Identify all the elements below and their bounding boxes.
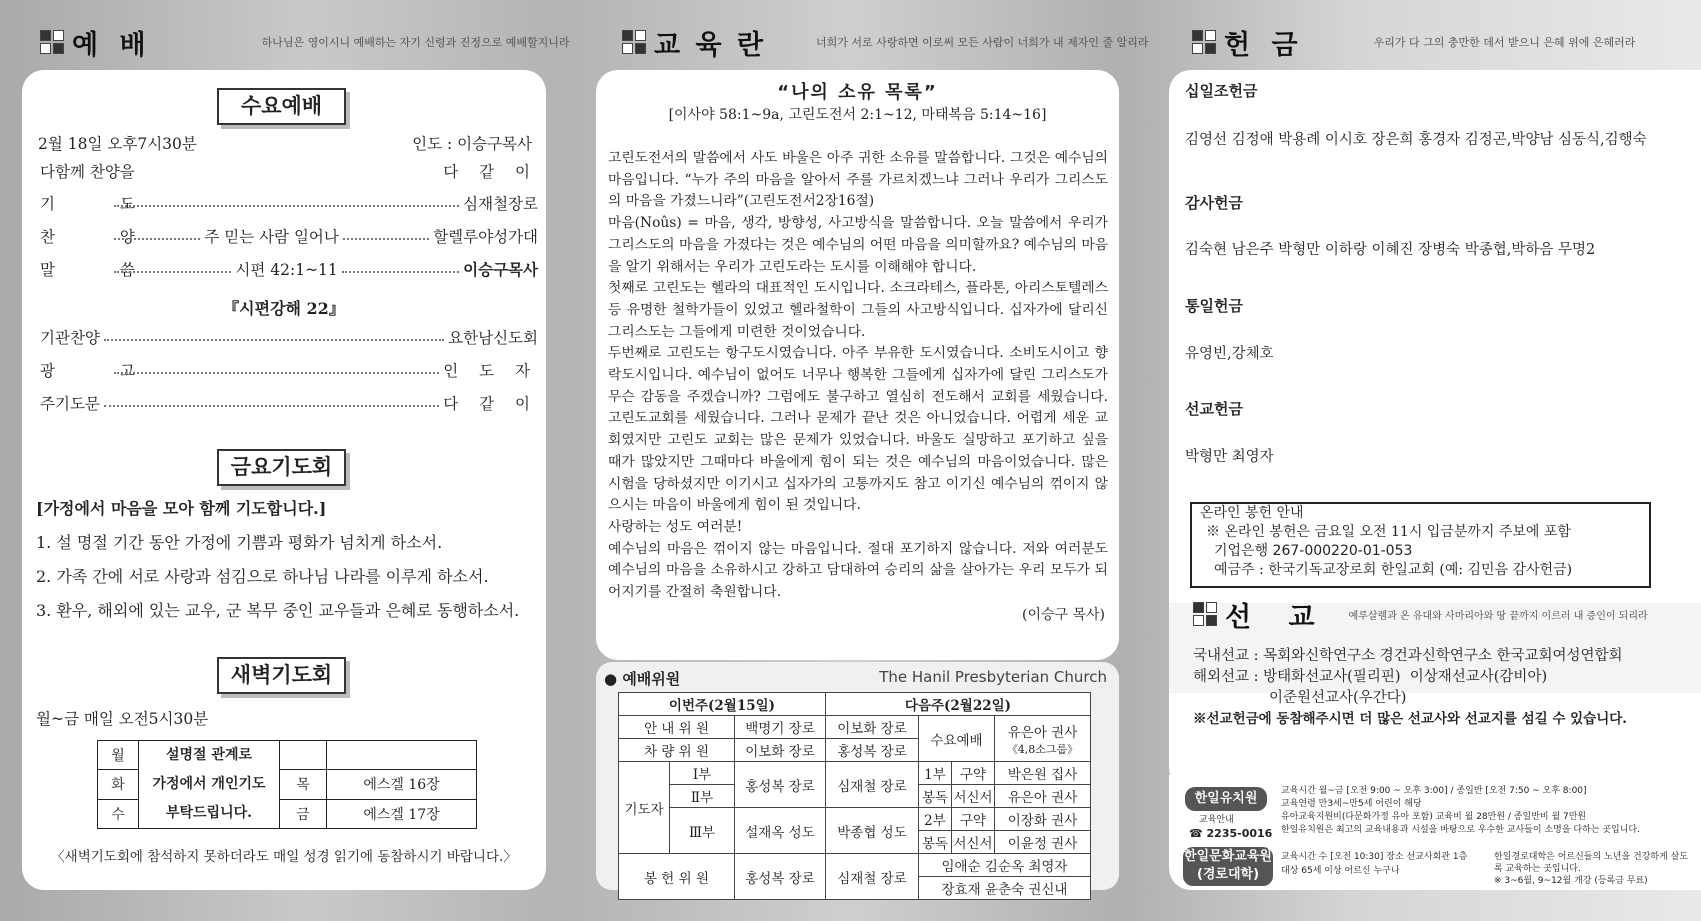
worship-subtitle: 하나님은 영이시니 예배하는 자기 신령과 진정으로 예배할지니라 <box>261 36 570 49</box>
order-label: 기관찬양 <box>40 329 100 347</box>
sermon-body <box>608 148 1108 604</box>
dawn-notice: 설명절 관계로 가정에서 개인기도 부탁드립니다. <box>139 741 280 829</box>
worship-header <box>40 22 569 62</box>
offering-group-title: 십일조헌금 <box>1185 82 1258 100</box>
education-panel <box>596 70 1119 660</box>
senior-badge: 한일문화교육원 (경로대학) <box>1183 847 1273 886</box>
offering-group-names: 김숙현 남은주 박형만 이하랑 이혜진 장병숙 박종협,박하음 무명2 <box>1185 242 1596 258</box>
mission-overseas: 해외선교 : 방태화선교사(필리핀) 이상재선교사(감비아) <box>1193 669 1548 685</box>
order-row-announce <box>40 359 538 383</box>
order-label: 말 씀 <box>40 261 165 279</box>
offering-group-names: 유영빈,강체호 <box>1185 346 1274 362</box>
order-row-hymn <box>40 225 538 249</box>
offering-subtitle: 우리가 다 그의 충만한 데서 받으니 은혜 위에 은혜러라 <box>1373 36 1636 49</box>
education-heading: 교 육 란 <box>654 29 767 61</box>
dawn-reading: 에스겔 17장 <box>327 799 477 828</box>
dawn-day <box>280 741 327 770</box>
order-row-prayer <box>40 192 538 216</box>
order-value: 인 도 자 <box>443 362 538 380</box>
dawn-title: 새벽기도회 <box>217 657 346 694</box>
kindergarten-info: 교육연령 만3세~만5세 어린이 해당 <box>1281 799 1422 809</box>
mission-heading: 선 교 <box>1225 601 1329 633</box>
mission-header <box>1193 594 1648 634</box>
sermon-paragraph: 사랑하는 성도 여러분! <box>608 518 743 535</box>
worship-panel <box>22 70 546 890</box>
dawn-reading: 에스겔 16장 <box>327 770 477 799</box>
education-header <box>622 22 1149 62</box>
grid-square-icon <box>1193 602 1217 626</box>
senior-info: 대상 65세 이상 어르신 누구나 <box>1281 866 1400 876</box>
sermon-author: (이승구 목사) <box>1022 607 1105 623</box>
order-row-praise <box>40 160 538 184</box>
offering-group-names: 김영선 김정애 박용례 이시호 장은희 홍경자 김정곤,박양남 심동식,김행숙 <box>1185 132 1647 148</box>
order-row-sermon <box>40 258 538 282</box>
committee-table: 이번주(2월15일) 다음주(2월22일) 안 내 위 원 백명기 장로 이보화 장로 수요예배 유은아 권사 《4,8소그룹》 차 량 위 원 이보화 장로 홍성복 장로 기도자 Ⅰ부 홍성복 장로 심재철 장로 1부 구약 박은원 집사 Ⅱ부 봉독 서신서 유은아 권사 Ⅲ부 설재옥 성도 박종협 성도 2부 구약 이장화 권사 봉독 서신서 이윤정 권사 봉 헌 위 원 홍성복 장로 심재철 장로 임애순 김순옥 최영자 장효재 윤춘숙 권신내 <box>618 692 1091 900</box>
order-label: 주기도문 <box>40 395 100 413</box>
kindergarten-info: 교육시간 월~금 [오전 9:00 ~ 오후 3:00] / 종일반 [오전 7:50 ~ 오후 8:00] <box>1281 786 1587 796</box>
order-label: 광 고 <box>40 362 165 380</box>
wednesday-title: 수요예배 <box>217 88 346 125</box>
friday-intro: [가정에서 마음을 모아 함께 기도합니다.] <box>36 499 327 518</box>
dawn-schedule-table <box>97 740 477 829</box>
offering-heading: 헌 금 <box>1224 29 1304 61</box>
wednesday-leader: 인도 : 이승구목사 <box>412 135 532 153</box>
dawn-day: 금 <box>280 799 327 828</box>
kindergarten-info: 유아교육지원비(다문화가정 유아 포함) 교육비 월 28만원 / 종일반비 월 7만원 <box>1281 812 1587 822</box>
church-name: The Hanil Presbyterian Church <box>879 668 1107 686</box>
online-offering-box <box>1190 502 1651 588</box>
institutions-panel <box>1169 775 1701 890</box>
offering-group-title: 선교헌금 <box>1185 400 1243 418</box>
dawn-day: 월 <box>98 741 139 770</box>
mission-domestic: 국내선교 : 목회와신학연구소 경건과신학연구소 한국교회여성연합회 <box>1193 648 1623 664</box>
offering-group-title: 통일헌금 <box>1185 297 1243 315</box>
order-value: 다 같 이 <box>443 163 538 181</box>
mission-overseas-2: 이준원선교사(우간다) <box>1269 690 1407 706</box>
committee-panel <box>596 662 1119 898</box>
sermon-paragraph: 고린도전서의 말씀에서 사도 바울은 아주 귀한 소유를 말씀합니다. 그것은 예수님의 마음입니다. “누가 주의 마음을 알아서 주를 가르치겠느냐 그러나 우리가 그리스도의 마음을 가졌느니라”(고린도전서2장16절) <box>608 150 1108 210</box>
dawn-day: 수 <box>98 799 139 828</box>
order-value: 요한남신도회 <box>448 329 538 347</box>
sermon-title: “나의 소유 목록” <box>777 82 938 103</box>
kindergarten-badge: 한일유치원 <box>1185 787 1267 811</box>
dawn-day: 화 <box>98 770 139 799</box>
order-value: 할렐루야성가대 <box>433 228 539 246</box>
offering-group-title: 감사헌금 <box>1185 194 1243 212</box>
mission-subtitle: 예루살렘과 온 유대와 사마리아와 땅 끝까지 이르러 내 증인이 되리라 <box>1348 610 1648 622</box>
order-label: 찬 양 <box>40 228 165 246</box>
grid-square-icon <box>40 30 64 54</box>
worship-heading: 예 배 <box>72 29 152 61</box>
friday-title: 금요기도회 <box>217 449 346 486</box>
sermon-paragraph: 마음(Noûs) = 마음, 생각, 방향성, 사고방식을 말씀합니다. 오늘 말씀에서 우리가 그리스도의 마음을 가졌다는 것은 예수님의 어떤 마음을 의미할까요? 예수님의 마음을 알기 위해서는 우리가 고린도라는 도시를 이해해야 합니다. <box>608 215 1109 275</box>
dawn-time: 월~금 매일 오전5시30분 <box>36 710 209 728</box>
order-row-lordsprayer <box>40 392 538 416</box>
friday-item: 2. 가족 간에 서로 사랑과 섬김으로 하나님 나라를 이루게 하소서. <box>36 567 489 586</box>
grid-square-icon <box>1192 30 1216 54</box>
sermon-paragraph: 첫째로 고린도는 헬라의 대표적인 도시입니다. 소크라테스, 플라톤, 아리스토텔레스 등 유명한 철학가들이 있었고 헬라철학이 그들의 사고방식입니다. 십자가에 달리신 그리스도는 그들에게 미련한 것이었습니다. <box>608 280 1108 340</box>
order-value: 이승구목사 <box>463 260 539 279</box>
offering-group-names: 박형만 최영자 <box>1185 449 1274 465</box>
sermon-paragraph: 예수님의 마음은 꺾이지 않는 마음입니다. 절대 포기하지 않습니다. 저와 여러분도 예수님의 마음을 소유하시고 강하고 담대하여 승리의 삶을 살아가는 우리 모두가 되어지기를 간절히 축원합니다. <box>608 540 1108 601</box>
offering-panel <box>1169 70 1701 790</box>
order-label: 다함께 찬양을 <box>40 163 135 181</box>
dawn-day: 목 <box>280 770 327 799</box>
friday-item: 1. 설 명절 기간 동안 가정에 기쁨과 평화가 넘치게 하소서. <box>36 533 443 552</box>
offering-header <box>1192 22 1635 62</box>
senior-info: 교육시간 수 [오전 10:30] 장소 선교사회관 1층 <box>1281 852 1468 862</box>
online-title: 온라인 봉헌 안내 <box>1200 505 1304 521</box>
sermon-series: 『시편강해 22』 <box>223 299 345 318</box>
online-line: ※ 온라인 봉헌은 금요일 오전 11시 입금분까지 주보에 포함 <box>1206 524 1571 540</box>
senior-info: ※ 3~6월, 9~12월 개강 (등록금 무료) <box>1494 876 1648 886</box>
online-holder: 예금주 : 한국기독교장로회 한일교회 (예: 김민음 감사헌금) <box>1214 562 1573 578</box>
kindergarten-phone: ☎ 2235-0016 <box>1189 827 1273 840</box>
order-middle: 주 믿는 사람 일어나 <box>204 228 339 246</box>
wednesday-date: 2월 18일 오후7시30분 <box>38 135 197 153</box>
sermon-reference: [이사야 58:1~9a, 고린도전서 2:1~12, 마태복음 5:14~16] <box>668 107 1047 123</box>
grid-square-icon <box>622 30 646 54</box>
senior-info: 한일경로대학은 어르신들의 노년을 건강하게 살도록 교육하는 곳입니다. <box>1494 852 1689 874</box>
order-middle: 시편 42:1~11 <box>235 261 338 279</box>
order-value: 심재철장로 <box>463 195 538 213</box>
order-value: 다 같 이 <box>443 395 538 413</box>
friday-item: 3. 환우, 해외에 있는 교우, 군 복무 중인 교우들과 은혜로 동행하소서. <box>36 601 520 620</box>
kindergarten-info: 한일유치원은 최고의 교육내용과 시설을 바탕으로 우수한 교사들이 소명을 다하는 곳입니다. <box>1281 825 1640 835</box>
order-row-choir <box>40 326 538 350</box>
online-bank: 기업은행 267-000220-01-053 <box>1214 543 1413 559</box>
sermon-paragraph: 두번째로 고린도는 항구도시였습니다. 아주 부유한 도시였습니다. 소비도시이고 향락도시입니다. 예수님이 없어도 너무나 행복한 그들에게 십자가에 달린 그리스도가 무슨 감동을 주겠습니까? 그럼에도 불구하고 열심히 전도해서 교회를 세웠습니다. 고린도교회를 세웠습니다. 그러나 문제가 끝난 것은 아니었습니다. 어렵게 세운 교회였지만 고린도 교회는 많은 문제가 있었습니다. 바울도 실망하고 포기하고 싶을 때가 많았지만 그때마다 바울에게 힘이 되는 것은 예수님의 마음이었습니다. 많은 시험을 당하셨지만 이기시고 십자가의 고통까지도 참고 이기신 예수님의 꺾이지 않으시는 마음이 바울에게 힘이 된 것입니다. <box>608 345 1108 514</box>
mission-note: ※선교헌금에 동참해주시면 더 많은 선교사와 선교지를 섬길 수 있습니다. <box>1193 711 1627 727</box>
kindergarten-contact: 교육안내 <box>1199 815 1234 825</box>
dawn-note: 〈새벽기도회에 참석하지 못하더라도 매일 성경 읽기에 동참하시기 바랍니다.〉 <box>51 849 517 865</box>
education-subtitle: 너희가 서로 사랑하면 이로써 모든 사람이 너희가 내 제자인 줄 알리라 <box>816 36 1149 49</box>
order-label: 기 도 <box>40 195 165 213</box>
committee-title: ● 예배위원 <box>604 670 681 688</box>
